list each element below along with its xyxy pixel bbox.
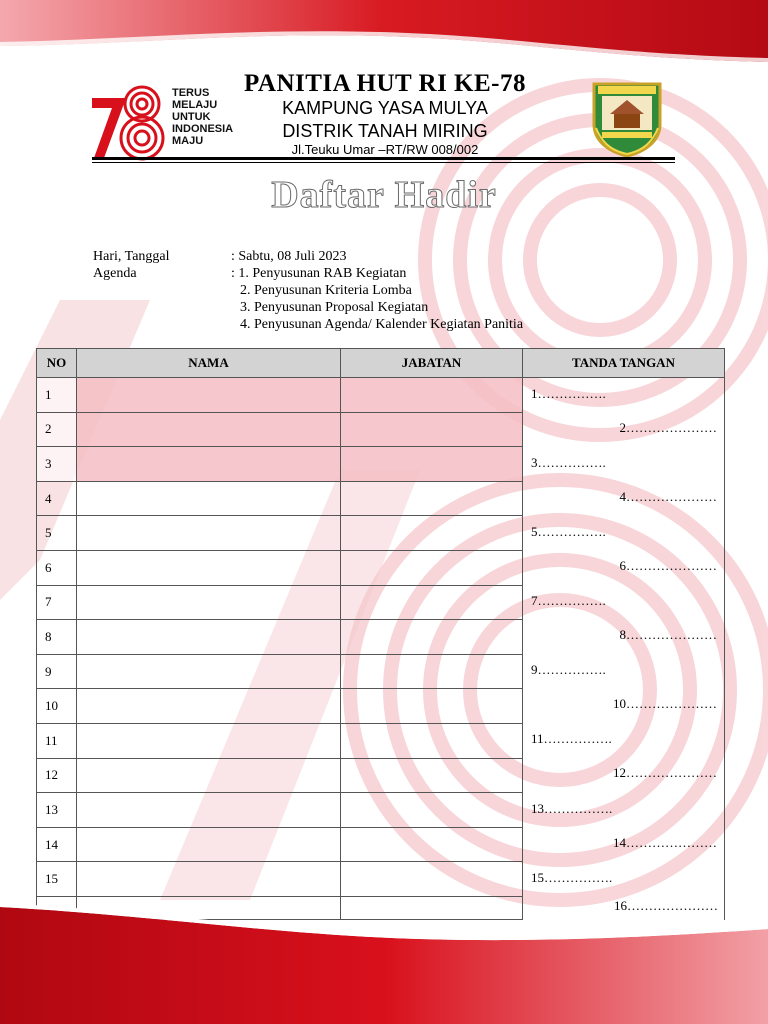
row-number: 9 <box>37 654 77 689</box>
letterhead <box>0 0 768 200</box>
signature-line: 1……………. <box>531 386 606 401</box>
district-name: DISTRIK TANAH MIRING <box>282 121 488 141</box>
jabatan-cell[interactable] <box>341 481 523 516</box>
col-header-jabatan: JABATAN <box>341 349 523 378</box>
nama-cell[interactable] <box>77 862 341 897</box>
jabatan-cell[interactable] <box>341 758 523 793</box>
col-header-nama: NAMA <box>77 349 341 378</box>
signature-line: 11……………. <box>531 731 612 747</box>
signature-line: 6………………… <box>619 557 717 573</box>
jabatan-cell[interactable] <box>341 447 523 482</box>
nama-cell[interactable] <box>77 378 341 413</box>
row-number: 1 <box>37 378 77 413</box>
jabatan-cell[interactable] <box>341 620 523 655</box>
table-row <box>37 723 725 758</box>
col-header-tanda-tangan: TANDA TANGAN <box>523 349 725 378</box>
jabatan-cell[interactable] <box>341 689 523 724</box>
village-name: KAMPUNG YASA MULYA <box>282 98 488 118</box>
agenda-item: 3. Penyusunan Proposal Kegiatan <box>240 300 429 315</box>
signature-line: 2………………… <box>619 420 717 435</box>
nama-cell[interactable] <box>77 550 341 585</box>
hut-78-logo-icon <box>90 80 170 162</box>
nama-cell[interactable] <box>77 412 341 447</box>
table-row <box>37 378 725 413</box>
signature-line: 10………………… <box>613 696 717 712</box>
document-title: Daftar Hadir <box>271 174 497 216</box>
header-rule-thick <box>92 157 675 160</box>
signature-line: 13……………. <box>531 800 613 816</box>
nama-cell[interactable] <box>77 481 341 516</box>
jabatan-cell[interactable] <box>341 550 523 585</box>
row-number: 3 <box>37 447 77 482</box>
signature-line: 12………………… <box>613 765 717 781</box>
tagline-line: UNTUK <box>172 111 211 123</box>
row-number: 10 <box>37 689 77 724</box>
table-row <box>37 793 725 828</box>
agenda-item: 2. Penyusunan Kriteria Lomba <box>240 283 412 298</box>
nama-cell[interactable] <box>77 516 341 551</box>
row-number: 5 <box>37 516 77 551</box>
agenda-item: : 1. Penyusunan RAB Kegiatan <box>231 266 407 281</box>
signature-line: 5……………. <box>531 523 606 539</box>
date-label: Hari, Tanggal <box>93 249 170 264</box>
header-rule-thin <box>92 162 675 163</box>
row-number: 12 <box>37 758 77 793</box>
jabatan-cell[interactable] <box>341 827 523 862</box>
nama-cell[interactable] <box>77 620 341 655</box>
tagline-line: MELAJU <box>172 99 218 111</box>
signature-line: 8………………… <box>619 627 717 643</box>
row-number: 14 <box>37 827 77 862</box>
row-number: 4 <box>37 481 77 516</box>
row-number: 8 <box>37 620 77 655</box>
signature-line: 4………………… <box>619 488 717 504</box>
nama-cell[interactable] <box>77 654 341 689</box>
signature-line: 14………………… <box>613 834 717 850</box>
jabatan-cell[interactable] <box>341 723 523 758</box>
signature-cell[interactable] <box>523 516 725 585</box>
nama-cell[interactable] <box>77 758 341 793</box>
nama-cell[interactable] <box>77 723 341 758</box>
row-number: 7 <box>37 585 77 620</box>
nama-cell[interactable] <box>77 585 341 620</box>
address: Jl.Teuku Umar –RT/RW 008/002 <box>291 142 479 157</box>
signature-cell[interactable] <box>523 585 725 654</box>
jabatan-cell[interactable] <box>341 516 523 551</box>
tagline-line: MAJU <box>172 135 204 147</box>
table-row <box>37 862 725 897</box>
attendance-table <box>36 348 725 920</box>
table-row <box>37 654 725 689</box>
jabatan-cell[interactable] <box>341 585 523 620</box>
jabatan-cell[interactable] <box>341 378 523 413</box>
signature-line: 7……………. <box>531 593 606 609</box>
agenda-label: Agenda <box>93 266 137 281</box>
row-number: 6 <box>37 550 77 585</box>
table-row <box>37 516 725 551</box>
col-header-no: NO <box>37 349 77 378</box>
table-row <box>37 585 725 620</box>
signature-cell[interactable] <box>523 654 725 723</box>
date-value: : Sabtu, 08 Juli 2023 <box>231 249 347 264</box>
jabatan-cell[interactable] <box>341 412 523 447</box>
signature-line: 15……………. <box>531 869 613 885</box>
table-row <box>37 447 725 482</box>
tagline-line: INDONESIA <box>172 123 234 135</box>
regency-emblem-icon <box>588 78 666 158</box>
row-number: 2 <box>37 412 77 447</box>
signature-line: 9……………. <box>531 662 606 678</box>
signature-line: 3……………. <box>531 454 606 470</box>
nama-cell[interactable] <box>77 793 341 828</box>
signature-cell[interactable] <box>523 723 725 792</box>
signature-cell[interactable] <box>523 378 725 447</box>
jabatan-cell[interactable] <box>341 654 523 689</box>
nama-cell[interactable] <box>77 827 341 862</box>
nama-cell[interactable] <box>77 447 341 482</box>
row-number: 15 <box>37 862 77 897</box>
tagline-line: TERUS <box>172 87 210 99</box>
nama-cell[interactable] <box>77 689 341 724</box>
table-header-row <box>37 349 725 378</box>
row-number: 13 <box>37 793 77 828</box>
jabatan-cell[interactable] <box>341 793 523 828</box>
footer-decoration <box>0 895 768 1024</box>
jabatan-cell[interactable] <box>341 862 523 897</box>
signature-line: 16………………… <box>614 898 718 914</box>
signature-cell[interactable] <box>523 447 725 516</box>
row-number: 11 <box>37 723 77 758</box>
committee-title: PANITIA HUT RI KE-78 <box>243 70 527 97</box>
signature-cell[interactable] <box>523 793 725 862</box>
agenda-item: 4. Penyusunan Agenda/ Kalender Kegiatan Panitia <box>240 317 524 332</box>
